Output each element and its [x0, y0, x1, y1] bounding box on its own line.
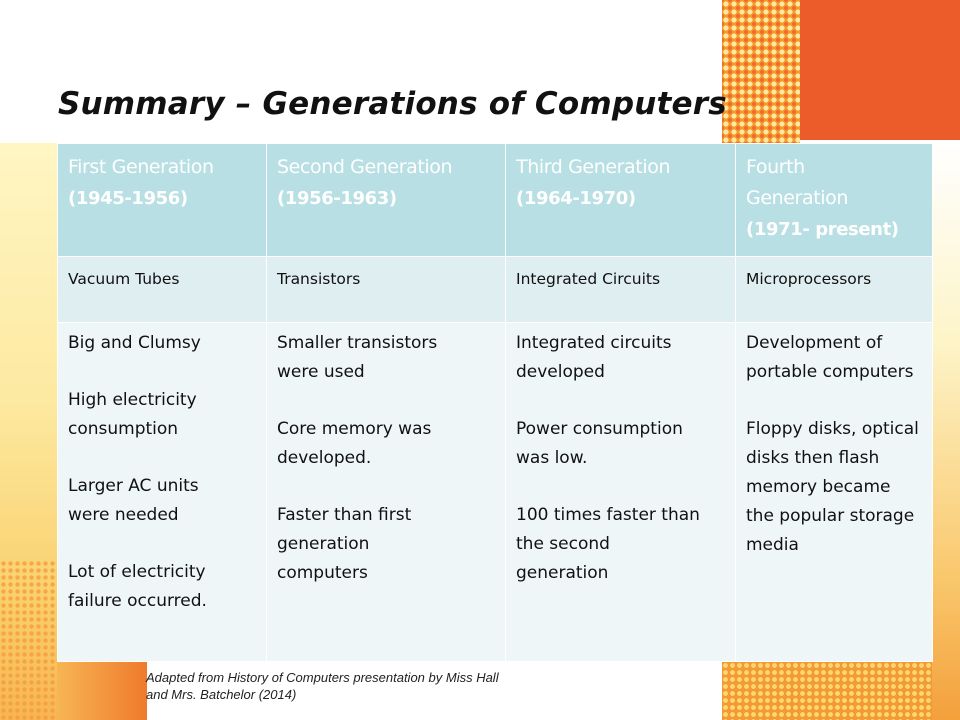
detail-line: Lot of electricity [68, 562, 206, 582]
detail-line: developed [516, 362, 605, 382]
group-spacer [68, 444, 258, 472]
detail-line: was low. [516, 448, 588, 468]
group-spacer [746, 387, 924, 415]
detail-cell [736, 323, 933, 662]
details-row [58, 323, 933, 662]
decorative-bottom-left [57, 660, 147, 720]
detail-cell [267, 323, 506, 662]
detail-line: Integrated circuits [516, 333, 672, 353]
detail-line: Faster than first [277, 505, 412, 525]
decorative-orange-block [800, 0, 960, 140]
detail-line: the second [516, 534, 610, 554]
group-spacer [516, 387, 727, 415]
detail-line: consumption [68, 419, 179, 439]
decorative-right-gradient [932, 140, 960, 720]
header-label-line: Fourth [746, 156, 805, 178]
header-cell-fourth [736, 144, 933, 257]
generations-table [57, 143, 933, 662]
table-header-row [58, 144, 933, 257]
header-cell-third [506, 144, 736, 257]
header-cell-first [58, 144, 267, 257]
detail-line: 100 times faster than [516, 505, 700, 525]
decorative-bottom-right-dots [722, 662, 932, 720]
header-label: Second Generation [277, 156, 453, 178]
header-years: (1971- present) [746, 219, 899, 240]
detail-line: generation [277, 534, 370, 554]
slide-title: Summary – Generations of Computers [58, 86, 727, 122]
caption-line: and Mrs. Batchelor (2014) [146, 687, 297, 702]
detail-cell [506, 323, 736, 662]
tech-cell: Integrated Circuits [506, 257, 736, 323]
detail-line: Development of [746, 333, 883, 353]
header-years: (1964-1970) [516, 188, 636, 209]
detail-line: Smaller transistors [277, 333, 438, 353]
header-label-line: Generation [746, 187, 848, 209]
detail-line: disks then flash [746, 448, 880, 468]
technology-row [58, 257, 933, 323]
tech-cell: Microprocessors [736, 257, 933, 323]
detail-line: High electricity [68, 390, 197, 410]
detail-line: Big and Clumsy [68, 333, 201, 353]
group-spacer [277, 473, 497, 501]
detail-line: memory became [746, 477, 891, 497]
decorative-dot-pattern [722, 0, 800, 150]
group-spacer [68, 358, 258, 386]
detail-line: generation [516, 563, 609, 583]
detail-line: Power consumption [516, 419, 683, 439]
caption-line: Adapted from History of Computers presentation by Miss Hall [146, 670, 499, 685]
detail-line: failure occurred. [68, 591, 207, 611]
source-caption [146, 669, 596, 703]
detail-cell [58, 323, 267, 662]
group-spacer [516, 473, 727, 501]
detail-line: Floppy disks, optical [746, 419, 919, 439]
detail-line: Core memory was [277, 419, 432, 439]
detail-line: media [746, 535, 799, 555]
header-cell-second [267, 144, 506, 257]
group-spacer [68, 530, 258, 558]
group-spacer [277, 387, 497, 415]
detail-line: were used [277, 362, 365, 382]
decorative-left-dots [0, 560, 57, 720]
tech-cell: Vacuum Tubes [58, 257, 267, 323]
header-years: (1945-1956) [68, 188, 188, 209]
header-label: Third Generation [516, 156, 671, 178]
detail-line: developed. [277, 448, 372, 468]
detail-line: computers [277, 563, 368, 583]
header-years: (1956-1963) [277, 188, 397, 209]
detail-line: Larger AC units [68, 476, 199, 496]
detail-line: were needed [68, 505, 179, 525]
detail-line: the popular storage [746, 506, 915, 526]
tech-cell: Transistors [267, 257, 506, 323]
header-label: First Generation [68, 156, 214, 178]
detail-line: portable computers [746, 362, 914, 382]
